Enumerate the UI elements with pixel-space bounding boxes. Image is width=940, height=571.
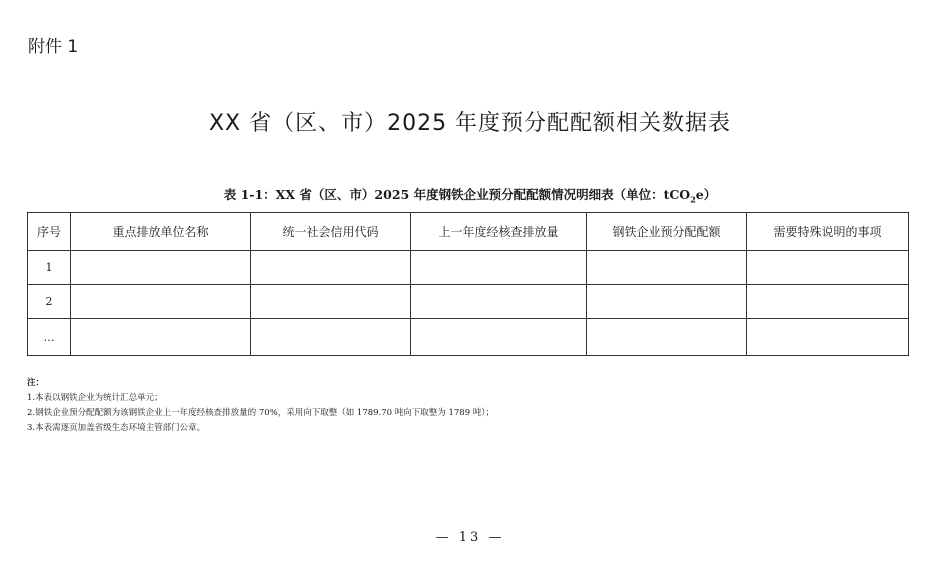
page-number: — 13 —: [435, 530, 505, 545]
header-verified-emissions: 上一年度经核查排放量: [411, 213, 587, 251]
table-cell: [587, 285, 747, 319]
table-cell: [71, 251, 251, 285]
table-row: [28, 319, 909, 356]
table-cell: [251, 285, 411, 319]
table-header-row: [28, 213, 909, 251]
table-cell: [747, 319, 909, 356]
header-serial-number: 序号: [28, 213, 71, 251]
allocation-table: [27, 212, 909, 356]
notes-section: [27, 376, 494, 436]
table-caption-subscript: 2: [690, 194, 696, 205]
table-cell: …: [28, 319, 71, 356]
note-item: 2.钢铁企业预分配配额为该钢铁企业上一年度经核查排放量的 70%，采用向下取整（如 1789.70 吨向下取整为 1789 吨）；: [27, 408, 495, 418]
table-cell: [71, 285, 251, 319]
table-cell: [251, 251, 411, 285]
attachment-label: 附件 1: [28, 37, 79, 57]
note-item: 3.本表需逐页加盖省级生态环境主管部门公章。: [27, 423, 206, 433]
table-caption: [0, 185, 940, 205]
document-title: XX 省（区、市）2025 年度预分配配额相关数据表: [208, 111, 732, 136]
table-cell: [411, 285, 587, 319]
table-cell: 1: [28, 251, 71, 285]
table-row: [28, 285, 909, 319]
header-special-notes: 需要特殊说明的事项: [747, 213, 909, 251]
header-credit-code: 统一社会信用代码: [251, 213, 411, 251]
table-cell: [747, 251, 909, 285]
table-cell: [587, 251, 747, 285]
table-caption-suffix: e）: [695, 187, 717, 202]
header-unit-name: 重点排放单位名称: [71, 213, 251, 251]
table-row: [28, 251, 909, 285]
note-item: 1.本表以钢铁企业为统计汇总单元；: [27, 393, 163, 403]
table-cell: [587, 319, 747, 356]
header-preallocated-quota: 钢铁企业预分配配额: [587, 213, 747, 251]
table-cell: [747, 285, 909, 319]
table-cell: [411, 319, 587, 356]
table-cell: [411, 251, 587, 285]
notes-heading: 注：: [27, 378, 45, 388]
table-cell: 2: [28, 285, 71, 319]
table-cell: [71, 319, 251, 356]
table-caption-prefix: 表 1-1：XX 省（区、市）2025 年度钢铁企业预分配配额情况明细表（单位：tCO: [223, 187, 691, 202]
table-cell: [251, 319, 411, 356]
